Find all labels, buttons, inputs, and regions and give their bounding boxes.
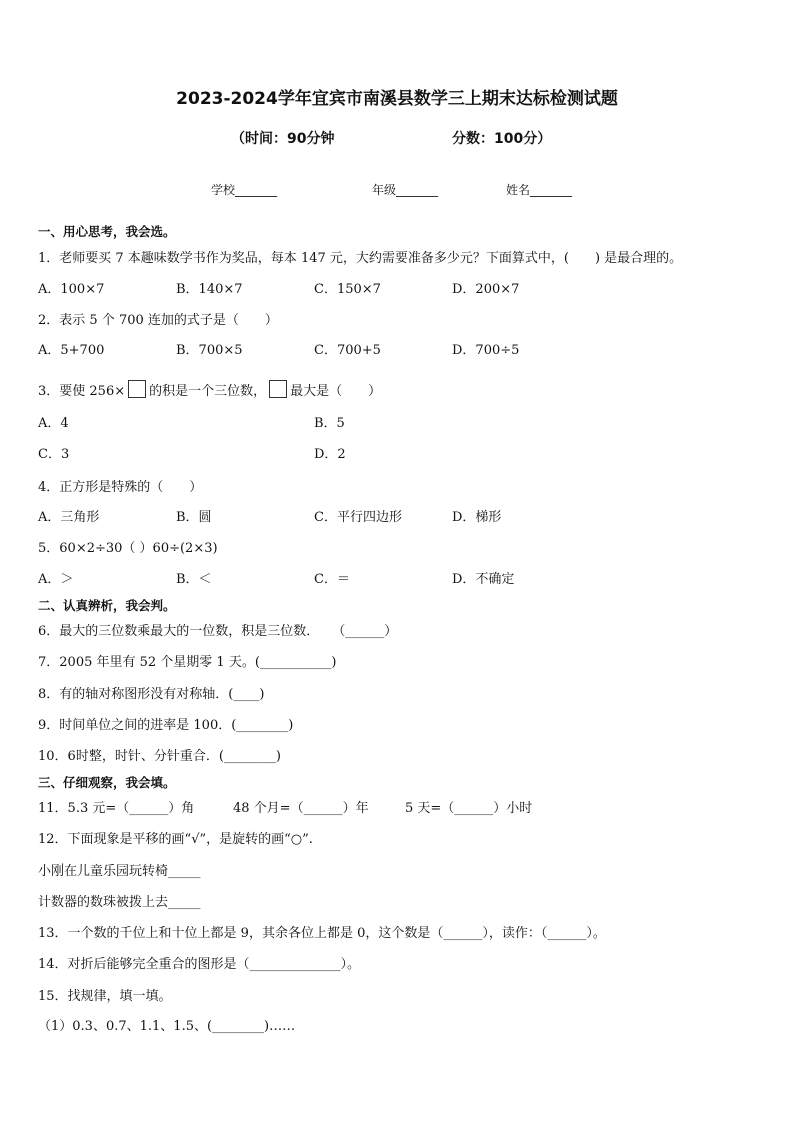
question-3-stem <box>38 380 381 400</box>
question-14: 14．对折后能够完全重合的图形是（______________）。 <box>38 957 361 972</box>
q5-option-c: C．＝ <box>314 572 350 587</box>
blank-box <box>128 380 146 398</box>
q3-stem-part-b: 的积是一个三位数， <box>149 384 267 399</box>
question-9: 9．时间单位之间的进率是 100．(________) <box>38 718 294 733</box>
q12-item-1: 小刚在儿童乐园玩转椅_____ <box>38 864 201 879</box>
q3-stem-part-a: 3．要使 256× <box>38 384 126 399</box>
q4-option-a: A．三角形 <box>38 510 100 525</box>
q12-item-2: 计数器的数珠被拨上去_____ <box>38 895 201 910</box>
q4-option-d: D．梯形 <box>452 510 502 525</box>
q15-item-1: （1）0.3、0.7、1.1、1.5、(________)…… <box>38 1019 296 1034</box>
q4-option-b: B．圆 <box>176 510 212 525</box>
question-11-part-c: 5 天=（______）小时 <box>405 801 533 816</box>
exam-score: 分数：100分） <box>452 131 552 147</box>
question-7: 7．2005 年里有 52 个星期零 1 天。(___________) <box>38 655 337 670</box>
q3-option-b: B．5 <box>314 416 345 431</box>
exam-time: （时间：90分钟 <box>231 131 335 147</box>
question-8: 8．有的轴对称图形没有对称轴．(____) <box>38 687 265 702</box>
q4-option-c: C．平行四边形 <box>314 510 402 525</box>
q1-option-c: C．150×7 <box>314 282 381 297</box>
school-field: 学校_______ <box>211 183 278 197</box>
section-heading-choice: 一、用心思考，我会选。 <box>38 224 176 239</box>
q2-option-b: B．700×5 <box>176 343 243 358</box>
question-4-stem: 4．正方形是特殊的（ ） <box>38 480 203 495</box>
page-title: 2023-2024学年宜宾市南溪县数学三上期末达标检测试题 <box>176 89 618 109</box>
q2-option-c: C．700+5 <box>314 343 381 358</box>
q3-option-d: D．2 <box>314 447 346 462</box>
q1-option-d: D．200×7 <box>452 282 520 297</box>
section-heading-fill: 三、仔细观察，我会填。 <box>38 775 176 790</box>
q5-option-a: A．＞ <box>38 572 74 587</box>
question-1-stem: 1．老师要买 7 本趣味数学书作为奖品，每本 147 元，大约需要准备多少元？下面算式中，( ) 是最合理的。 <box>38 251 683 266</box>
q1-option-b: B．140×7 <box>176 282 243 297</box>
grade-field: 年级_______ <box>372 183 439 197</box>
question-10: 10．6时整，时针、分针重合．(________) <box>38 749 281 764</box>
question-11-part-b: 48 个月=（______）年 <box>233 801 369 816</box>
question-13: 13．一个数的千位上和十位上都是 9，其余各位上都是 0，这个数是（______），读作：（______）。 <box>38 926 606 941</box>
name-field: 姓名_______ <box>506 183 573 197</box>
q5-option-d: D．不确定 <box>452 572 515 587</box>
question-12-stem: 12．下面现象是平移的画“√”，是旋转的画“○”. <box>38 832 313 847</box>
q2-option-d: D．700÷5 <box>452 343 520 358</box>
q3-stem-part-c: 最大是（ ） <box>290 384 382 399</box>
q2-option-a: A．5+700 <box>38 343 105 358</box>
q5-option-b: B．＜ <box>176 572 212 587</box>
question-11-part-a: 11．5.3 元=（______）角 <box>38 801 195 816</box>
question-15-stem: 15．找规律，填一填。 <box>38 989 172 1004</box>
blank-box <box>269 380 287 398</box>
q3-option-c: C．3 <box>38 447 70 462</box>
q1-option-a: A．100×7 <box>38 282 105 297</box>
section-heading-judge: 二、认真辨析，我会判。 <box>38 598 176 613</box>
q3-option-a: A．4 <box>38 416 69 431</box>
question-2-stem: 2．表示 5 个 700 连加的式子是（ ） <box>38 313 278 328</box>
question-6: 6．最大的三位数乘最大的一位数，积是三位数． （______） <box>38 624 398 639</box>
question-5-stem: 5．60×2÷30（ ）60÷(2×3) <box>38 541 218 556</box>
